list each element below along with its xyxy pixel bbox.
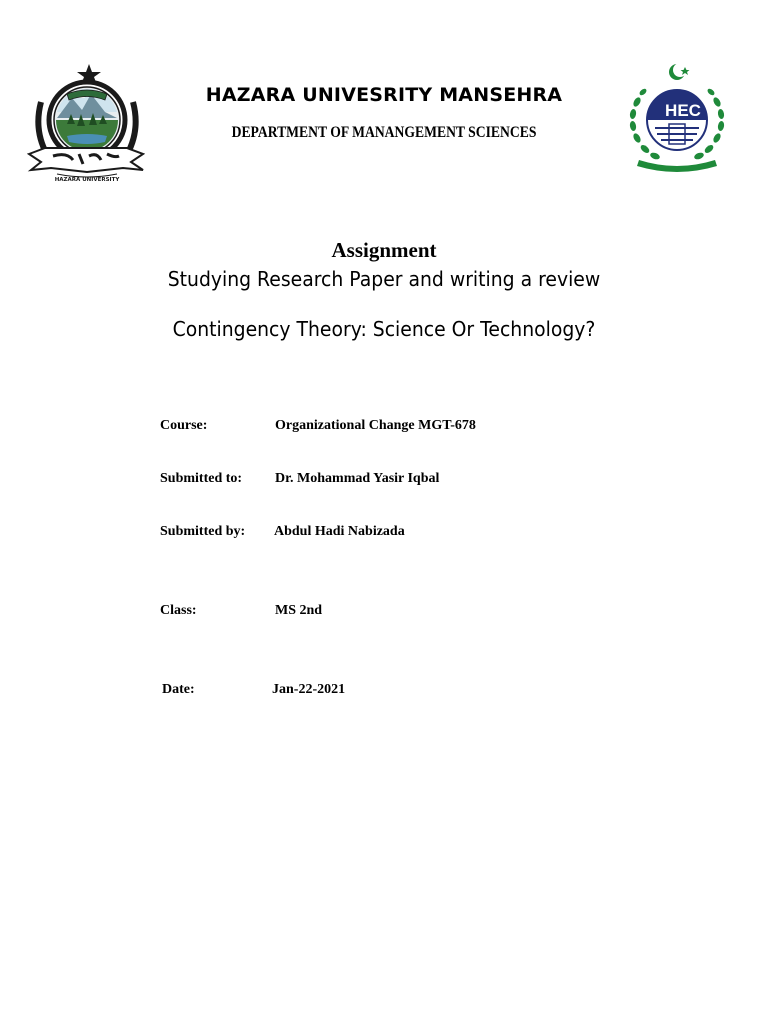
submitted-to-value: Dr. Mohammad Yasir Iqbal [275, 471, 440, 486]
submitted-by-value: Abdul Hadi Nabizada [274, 524, 405, 539]
course-value: Organizational Change MGT-678 [275, 418, 476, 433]
assignment-heading: Assignment [331, 238, 437, 262]
university-name: HAZARA UNIVESRITY MANSEHRA [205, 84, 563, 106]
department-name: DEPARTMENT OF MANANGEMENT SCIENCES [231, 124, 537, 141]
svg-text:HAZARA UNIVERSITY: HAZARA UNIVERSITY [54, 177, 120, 183]
class-value: MS 2nd [275, 603, 323, 618]
svg-text:HEC: HEC [665, 101, 701, 120]
assignment-topic: Contingency Theory: Science Or Technology? [172, 317, 596, 341]
hazara-university-logo [27, 62, 145, 184]
date-value: Jan-22-2021 [272, 682, 346, 697]
class-label: Class: [160, 603, 197, 618]
date-label: Date: [162, 682, 195, 697]
hazara-university-seal-icon [27, 62, 145, 184]
hec-emblem-icon [625, 62, 729, 174]
submitted-by-label: Submitted by: [160, 524, 246, 539]
submitted-to-label: Submitted to: [160, 471, 243, 486]
hec-logo [625, 62, 729, 174]
assignment-subtitle: Studying Research Paper and writing a review [167, 267, 601, 291]
course-label: Course: [160, 418, 208, 433]
